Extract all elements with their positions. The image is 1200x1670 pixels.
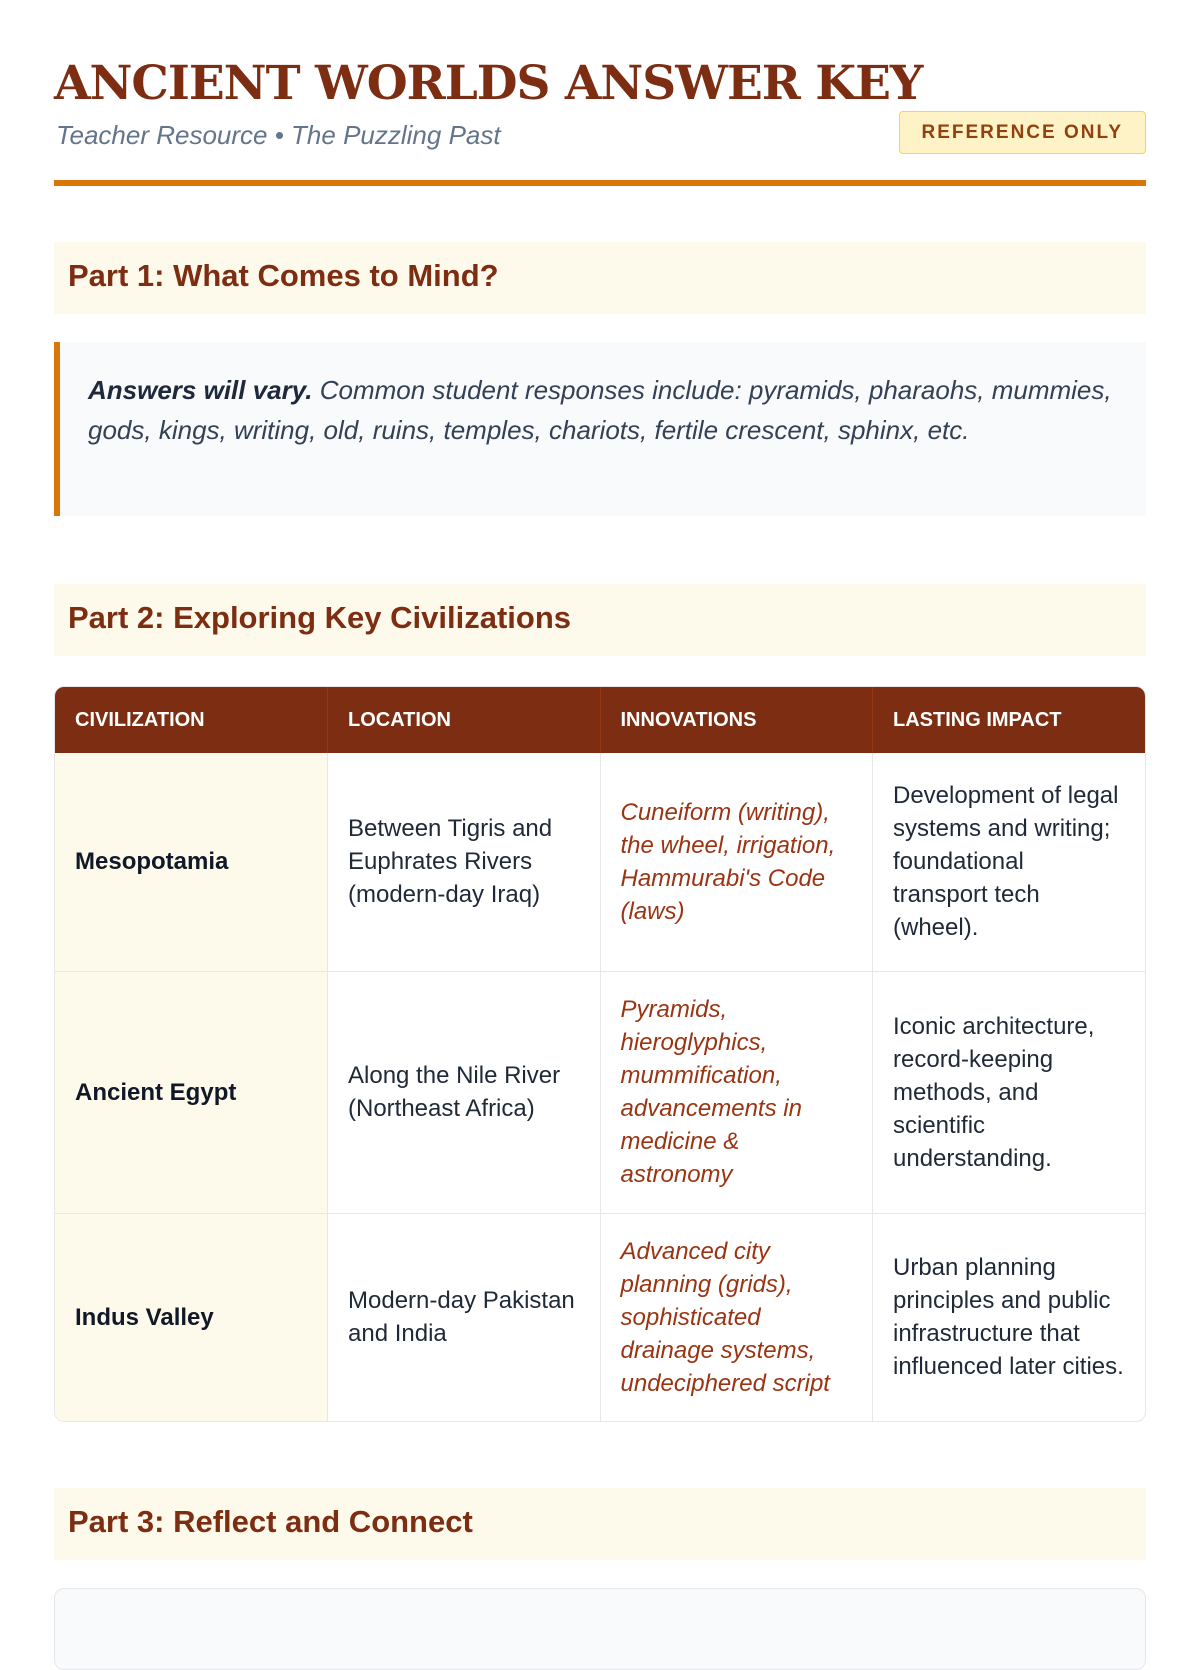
part2-heading: Part 2: Exploring Key Civilizations bbox=[54, 584, 1146, 656]
cell-civilization: Mesopotamia bbox=[55, 753, 328, 971]
page-subtitle: Teacher Resource • The Puzzling Past bbox=[56, 120, 501, 150]
table-row bbox=[55, 971, 1145, 1213]
part1-heading: Part 1: What Comes to Mind? bbox=[54, 242, 1146, 314]
table-row bbox=[55, 753, 1145, 971]
cell-innovations: Pyramids, hieroglyphics, mummification, advancements in medicine & astronomy bbox=[600, 971, 873, 1213]
answer-text: Common student responses include: pyramids, pharaohs, mummies, gods, kings, writing, old, ruins, temples, chariots, fertile crescent, sphinx, etc. bbox=[88, 375, 1112, 445]
reference-only-badge: REFERENCE ONLY bbox=[899, 111, 1147, 154]
part3-answer-box bbox=[54, 1588, 1146, 1670]
cell-lasting-impact: Urban planning principles and public infrastructure that influenced later cities. bbox=[893, 1254, 1124, 1381]
civilizations-table bbox=[54, 686, 1146, 1422]
part3-heading: Part 3: Reflect and Connect bbox=[54, 1488, 1146, 1560]
column-header-lasting-impact: LASTING IMPACT bbox=[873, 687, 1146, 753]
table-row bbox=[55, 1213, 1145, 1421]
page-title: ANCIENT WORLDS ANSWER KEY bbox=[54, 56, 923, 111]
cell-lasting-impact: Iconic architecture, record-keeping methods, and scientific understanding. bbox=[873, 971, 1146, 1213]
column-header-location: LOCATION bbox=[328, 687, 601, 753]
cell-innovations: Advanced city planning (grids), sophisticated drainage systems, undeciphered script bbox=[600, 1213, 873, 1421]
cell-civilization: Ancient Egypt bbox=[55, 971, 328, 1213]
cell-location: Between Tigris and Euphrates Rivers (modern-day Iraq) bbox=[328, 753, 601, 971]
table-header-row bbox=[55, 687, 1145, 753]
answer-lead: Answers will vary. bbox=[88, 375, 313, 405]
document-header bbox=[54, 54, 1146, 186]
cell-lasting-impact: Development of legal systems and writing; foundational transport tech (wheel). bbox=[873, 753, 1146, 971]
column-header-innovations: INNOVATIONS bbox=[600, 687, 873, 753]
cell-civilization: Indus Valley bbox=[55, 1213, 328, 1421]
cell-location: Along the Nile River (Northeast Africa) bbox=[328, 971, 601, 1213]
cell-innovations: Cuneiform (writing), the wheel, irrigation, Hammurabi's Code (laws) bbox=[600, 753, 873, 971]
part1-answer-box bbox=[54, 342, 1146, 516]
cell-location: Modern-day Pakistan and India bbox=[328, 1213, 601, 1421]
column-header-civilization: CIVILIZATION bbox=[55, 687, 328, 753]
